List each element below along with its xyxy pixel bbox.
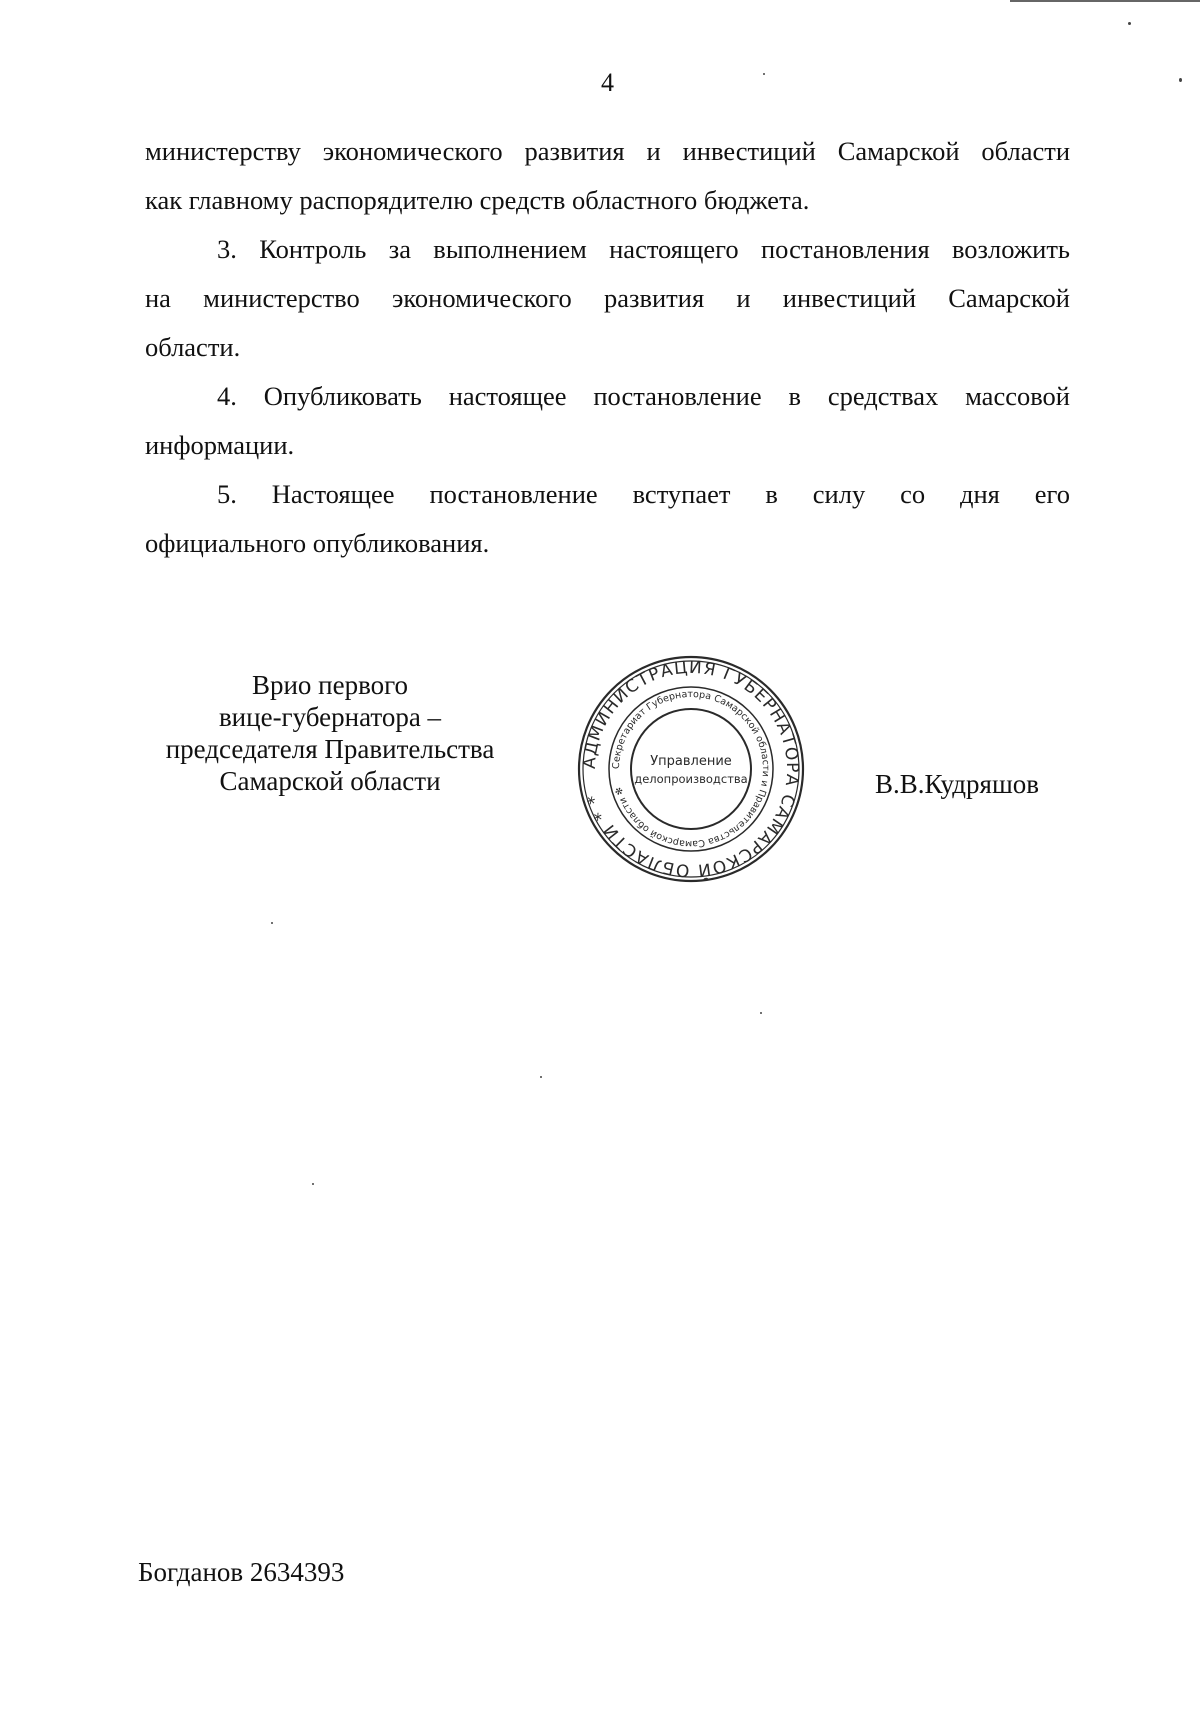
scan-speck xyxy=(271,922,273,924)
text-line: на министерство экономического развития и инвестиций Самарской xyxy=(145,283,1070,313)
text-line: официального опубликования. xyxy=(145,528,490,558)
scan-speck xyxy=(540,1076,542,1078)
paragraph-continuation xyxy=(145,127,1070,225)
paragraph-item-5 xyxy=(145,470,1070,568)
text-line: информации. xyxy=(145,430,295,460)
text-line: 5. Настоящее постановление вступает в силу со дня его xyxy=(217,479,1070,509)
paragraph-item-4 xyxy=(145,372,1070,470)
document-body xyxy=(145,127,1070,568)
scan-speck xyxy=(312,1183,314,1185)
text-line: министерству экономического развития и инвестиций Самарской области xyxy=(145,136,1070,166)
page-number: 4 xyxy=(601,68,614,97)
text-line: 4. Опубликовать настоящее постановление в средствах массовой xyxy=(217,381,1070,411)
paragraph-item-3 xyxy=(145,225,1070,372)
signatory-name: В.В.Кудряшов xyxy=(875,769,1039,799)
text-line: как главному распорядителю средств областного бюджета. xyxy=(145,185,810,215)
signatory-title-line: председателя Правительства xyxy=(165,734,495,764)
scan-speck xyxy=(763,73,765,75)
scan-speck xyxy=(1179,78,1182,82)
signatory-title-line: Врио первого xyxy=(251,670,409,700)
stamp-center-line-1: Управление xyxy=(650,754,732,769)
scan-speck xyxy=(760,1012,762,1014)
official-seal-stamp xyxy=(575,653,807,885)
signatory-title-line: вице-губернатора – xyxy=(218,702,442,732)
signatory-title xyxy=(140,669,520,797)
executor-contact: Богданов 2634393 xyxy=(138,1557,345,1587)
text-line: 3. Контроль за выполнением настоящего постановления возложить xyxy=(217,234,1070,264)
scan-speck xyxy=(1128,22,1131,25)
stamp-center-line-2: делопроизводства xyxy=(634,772,748,786)
stamp-outer-text: АДМИНИСТРАЦИЯ ГУБЕРНАТОРА САМАРСКОЙ ОБЛАСТИ * * xyxy=(579,657,803,881)
scan-edge-line xyxy=(1010,0,1200,2)
signatory-title-line: Самарской области xyxy=(219,766,441,796)
text-line: области. xyxy=(145,332,241,362)
stamp-inner-text: Секретариат Губернатора Самарской области и Правительства Самарской области ✻ xyxy=(610,688,772,850)
